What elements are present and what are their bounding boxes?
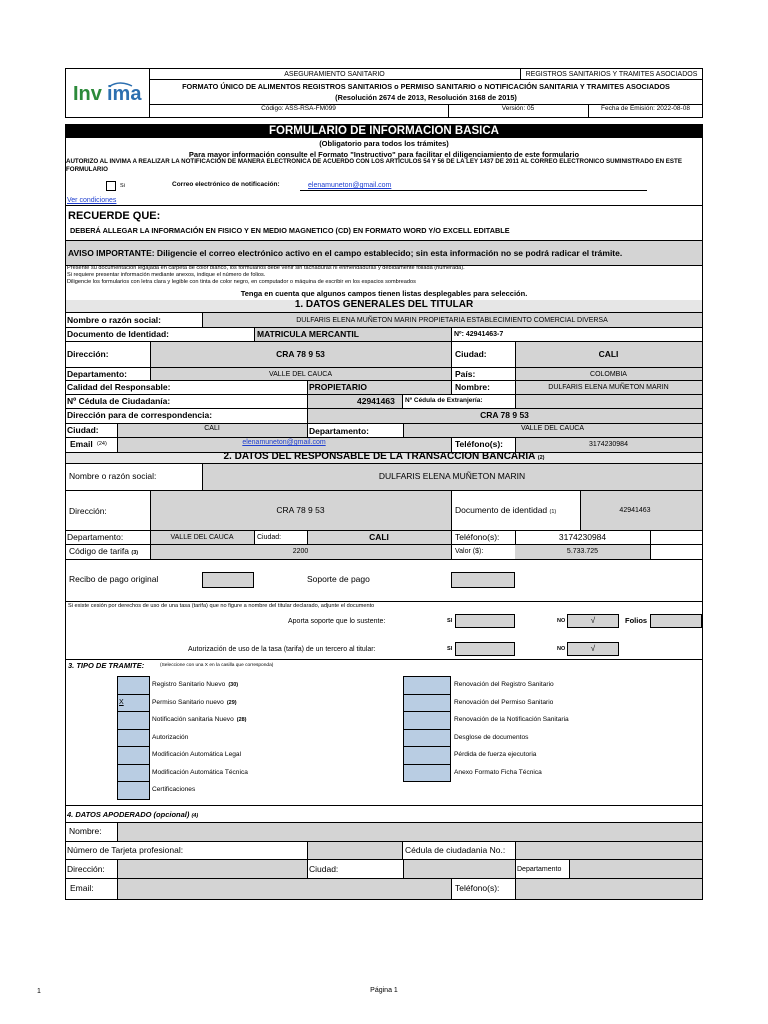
s2-tarifa-ref: (3) (131, 550, 139, 556)
tramite-left-checkbox[interactable] (117, 711, 150, 730)
tramite-left-checkbox[interactable] (117, 729, 150, 748)
s2-doc-ref: (1) (549, 509, 557, 515)
section2-title (66, 452, 702, 462)
s2-depto-label: Departamento: (67, 532, 124, 542)
tramite-left-item (152, 682, 238, 689)
s1-doc-value[interactable]: MATRICULA MERCANTIL (257, 329, 359, 339)
header-version: Versión: 05 (501, 105, 535, 112)
tramite-left-item (152, 717, 247, 724)
tramite-right-checkbox[interactable] (403, 711, 451, 730)
tramite-right-label: Renovación del Permiso Sanitario (454, 698, 554, 706)
recuerde-title: RECUERDE QUE: (68, 210, 161, 222)
s2-folios-label: Folios (625, 616, 648, 625)
s2-autoriza-no-mark: √ (590, 644, 596, 653)
tramite-left-checkbox[interactable] (117, 746, 150, 765)
notification-email-value[interactable]: elenamuneton@gmail.com (308, 182, 392, 189)
invima-logo (70, 80, 144, 106)
s2-tarifa-value[interactable]: 2200 (292, 548, 309, 555)
s1-razon-value[interactable]: DULFARIS ELENA MUÑETON MARIN PROPIETARIA ESTABLECIMIENTO COMERCIAL DIVERSA (296, 317, 608, 324)
s1-corresp-label: Dirección para de correspondencia: (67, 410, 213, 420)
svg-text:ima: ima (107, 83, 142, 105)
s1-calidad-value[interactable]: PROPIETARIO (309, 382, 367, 392)
tramite-left-checkbox[interactable] (117, 781, 150, 800)
s4-dir-label: Dirección: (67, 864, 105, 874)
tramite-left-label: Autorización (152, 733, 189, 741)
s2-dir-label: Dirección: (69, 506, 107, 516)
s1-tel-value[interactable]: 3174230984 (589, 441, 628, 448)
notification-email-label: Correo electrónico de notificación: (172, 181, 280, 188)
s1-dir-label: Dirección: (67, 349, 109, 359)
tramite-right-checkbox[interactable] (403, 746, 451, 765)
section3-subtitle: (Seleccione con una X en la casilla que corresponda) (160, 663, 274, 668)
tramite-left-mark: X (119, 698, 124, 706)
s1-doc-label: Documento de Identidad: (67, 329, 169, 339)
s4-tel-label: Teléfono(s): (455, 883, 500, 893)
s1-calidad-label: Calidad del Responsable: (67, 382, 171, 392)
tramite-right-checkbox[interactable] (403, 694, 451, 713)
section4-title-ref: (4) (191, 813, 199, 819)
s2-doc-label (455, 506, 556, 516)
tramite-left-item (152, 752, 244, 759)
tramite-left-checkbox[interactable] (117, 676, 150, 695)
s1-tel-label: Teléfono(s): (455, 439, 504, 449)
tramite-left-ref: (29) (226, 699, 237, 706)
s2-ciudad-label: Ciudad: (257, 534, 282, 541)
svg-text:Inv: Inv (73, 83, 102, 105)
s2-valor-label: Valor ($): (455, 548, 484, 555)
s2-aporta-si-box[interactable] (455, 614, 515, 628)
tramite-left-label: Notificación sanitaria Nuevo (152, 716, 234, 723)
s1-depto2-label: Departamento: (309, 426, 369, 436)
s1-razon-label: Nombre o razón social: (67, 315, 161, 325)
tramite-left-label: Certificaciones (152, 786, 196, 793)
info-note: Para mayor información consulte el Formato "Instructivo" para facilitar el diligenciamiento de este formulario (188, 150, 580, 159)
si-label: Si (120, 183, 125, 189)
s1-ciudad-value[interactable]: CALI (598, 349, 619, 359)
s4-depto-label: Departamento (517, 866, 562, 873)
tramite-left-item (152, 700, 237, 707)
tramite-left-item (152, 735, 191, 742)
tramite-left-checkbox[interactable] (117, 764, 150, 783)
s1-email-value[interactable]: elenamuneton@gmail.com (242, 439, 326, 446)
s2-valor-value[interactable]: 5.733.725 (566, 548, 599, 555)
section4-title-text: 4. DATOS APODERADO (opcional) (67, 810, 190, 819)
note-line3: Diligencie los formularios con letra clara y legible con tinta de color negro, en computador o máquina de escribir en los espacios sombreados (67, 279, 416, 285)
s1-pais-value[interactable]: COLOMBIA (590, 371, 627, 378)
tramite-right-label: Anexo Formato Ficha Técnica (454, 768, 542, 776)
s1-cedula-label: Nº Cédula de Ciudadanía: (67, 396, 171, 406)
header-resolution: (Resolución 2674 de 2013, Resolución 3168 de 2015) (335, 93, 517, 102)
s2-tarifa-label (69, 547, 138, 557)
s1-extranjeria-label: Nº Cédula de Extranjería: (405, 397, 483, 404)
dropdown-note: Tenga en cuenta que algunos campos tienen listas desplegables para selección. (240, 289, 528, 298)
tramite-right-label: Pérdida de fuerza ejecutoria (454, 751, 537, 758)
s1-nombre-label: Nombre: (455, 382, 490, 392)
form-title: FORMULARIO DE INFORMACION BASICA (269, 125, 499, 137)
s2-cesion-note: Si existe cesión por derechos de uso de una tasa (tarifa) que no figure a nombre del titular declarado, adjunte el documento (68, 603, 375, 609)
ver-condiciones-link[interactable]: Ver condiciones (67, 197, 117, 204)
s1-email-label: Email (70, 439, 93, 449)
s1-email-ref: (24) (97, 441, 107, 447)
tramite-right-checkbox[interactable] (403, 764, 451, 783)
s1-ciudad2-label: Ciudad: (67, 425, 99, 435)
recuerde-text: DEBERÁ ALLEGAR LA INFORMACIÓN EN FISICO Y EN MEDIO MAGNETICO (CD) EN FORMATO WORD Y/O EXCELL EDITABLE (70, 226, 510, 235)
s4-tarjeta-label: Número de Tarjeta profesional: (67, 845, 184, 855)
tramite-left-item (152, 770, 251, 777)
s2-soporte-label: Soporte de pago (307, 574, 370, 584)
footer-left-number: 1 (37, 988, 41, 995)
tramite-right-label: Desglose de documentos (454, 733, 529, 741)
tramite-left-label: Modificación Automática Legal (152, 751, 242, 758)
s2-tarifa-label-text: Código de tarifa (69, 546, 130, 556)
s4-ciudad-label: Ciudad: (309, 864, 339, 874)
tramite-left-label: Modificación Automática Técnica (152, 768, 248, 776)
s4-nombre-label: Nombre: (69, 826, 102, 836)
tramite-left-ref: (28) (236, 717, 247, 723)
s2-folios-box[interactable] (650, 614, 702, 628)
s2-autoriza-si-label: SI (447, 646, 453, 652)
header-format-title: FORMATO ÚNICO DE ALIMENTOS REGISTROS SANITARIOS o PERMISO SANITARIO o NOTIFICACIÓN SANITARIA Y TRAMITES ASOCIADOS (182, 82, 670, 91)
s1-corresp-value[interactable]: CRA 78 9 53 (480, 410, 529, 420)
s1-depto-label: Departamento: (67, 369, 127, 379)
s4-cedula-label: Cédula de ciudadania No.: (405, 845, 506, 855)
tramite-right-label: Renovación de la Notificación Sanitaria (454, 716, 569, 723)
s1-depto-value[interactable]: VALLE DEL CAUCA (268, 371, 333, 378)
s1-ciudad-label: Ciudad: (455, 349, 487, 359)
s2-dir-value[interactable]: CRA 78 9 53 (276, 505, 325, 515)
s1-dir-value[interactable]: CRA 78 9 53 (276, 349, 325, 359)
s2-aporta-no-mark: √ (590, 616, 596, 625)
s2-soporte-box[interactable] (451, 572, 515, 588)
section4-title (67, 811, 198, 820)
s2-depto-value[interactable]: VALLE DEL CAUCA (170, 534, 234, 541)
s1-cedula-value[interactable]: 42941463 (357, 396, 395, 406)
s2-razon-value[interactable]: DULFARIS ELENA MUÑETON MARIN (378, 471, 526, 481)
tramite-left-label: Permiso Sanitario nuevo (152, 698, 224, 706)
s2-tel-label: Teléfono(s): (455, 532, 500, 542)
tramite-left-ref: (30) (228, 682, 239, 688)
note-line1: Presente su documentación legajada en carpeta de color blanco, los formularios debe venir sin tachaduras ni enmendaduras y debidamente foliada (numerada). (67, 265, 465, 271)
s2-autoriza-no-label: NO (557, 646, 566, 652)
s2-razon-label: Nombre o razón social: (69, 471, 157, 481)
s1-doc-number[interactable]: Nº: 42941463-7 (454, 331, 504, 338)
section1-title: 1. DATOS GENERALES DEL TITULAR (294, 299, 474, 310)
tramite-left-item (152, 787, 198, 794)
header-code: Código: ASS-RSA-FM099 (261, 105, 336, 112)
s1-nombre-value[interactable]: DULFARIS ELENA MUÑETON MARIN (548, 384, 669, 391)
authorize-text: AUTORIZO AL INVIMA A REALIZAR LA NOTIFICACION DE MANERA ELECTRONICA DE ACUERDO CON LOS ARTICULOS 54 Y 56 DE LA LEY 1437 DE 2011 AL CORREO ELECTRONICO SUMINISTRADO EN ESTE FORMULARIO (66, 158, 682, 173)
s2-recibo-box[interactable] (202, 572, 254, 588)
section2-title-ref: (2) (537, 455, 545, 461)
s1-depto2-value[interactable]: VALLE DEL CAUCA (520, 425, 585, 432)
s2-aporta-label: Aporta soporte que lo sustente: (288, 618, 386, 625)
s4-email-label: Email: (70, 883, 94, 893)
s2-autoriza-label: Autorización de uso de la tasa (tarifa) de un tercero al titular: (188, 646, 376, 653)
s2-tel-value[interactable]: 3174230984 (558, 532, 607, 542)
mandatory-note: (Obligatorio para todos los trámites) (319, 139, 449, 148)
s2-aporta-si-label: SI (447, 618, 453, 624)
header-aseguramiento: ASEGURAMIENTO SANITARIO (284, 71, 385, 78)
s2-aporta-no-label: NO (557, 618, 566, 624)
s2-ciudad-value[interactable]: CALI (369, 532, 389, 542)
header-issue-date: Fecha de Emisión: 2022-08-08 (601, 105, 690, 112)
note-line2: Si requiere presentar información mediante anexos, indique el número de folios. (67, 272, 266, 278)
s2-doc-value[interactable]: 42941463 (619, 507, 651, 514)
s2-doc-label-text: Documento de identidad (455, 505, 548, 515)
tramite-right-label: Renovación del Registro Sanitario (454, 681, 554, 688)
aviso-text: AVISO IMPORTANTE: Diligencie el correo electrónico activo en el campo establecido; sin esta información no se podrá radicar el trámite. (68, 248, 623, 258)
s2-autoriza-si-box[interactable] (455, 642, 515, 656)
s1-pais-label: País: (455, 369, 476, 379)
section2-title-text: 2. DATOS DEL RESPONSABLE DE LA TRANSACCION BANCARIA (223, 451, 535, 462)
si-checkbox[interactable] (106, 181, 116, 191)
s2-recibo-label: Recibo de pago original (69, 574, 159, 584)
tramite-right-checkbox[interactable] (403, 729, 451, 748)
s1-ciudad2-value[interactable]: CALI (204, 425, 220, 432)
tramite-right-checkbox[interactable] (403, 676, 451, 695)
tramite-left-label: Registro Sanitario Nuevo (152, 681, 226, 688)
footer-page-number: Página 1 (370, 987, 398, 994)
header-registros: REGISTROS SANITARIOS Y TRAMITES ASOCIADOS (525, 71, 698, 78)
section3-title: 3. TIPO DE TRAMITE: (68, 661, 145, 670)
